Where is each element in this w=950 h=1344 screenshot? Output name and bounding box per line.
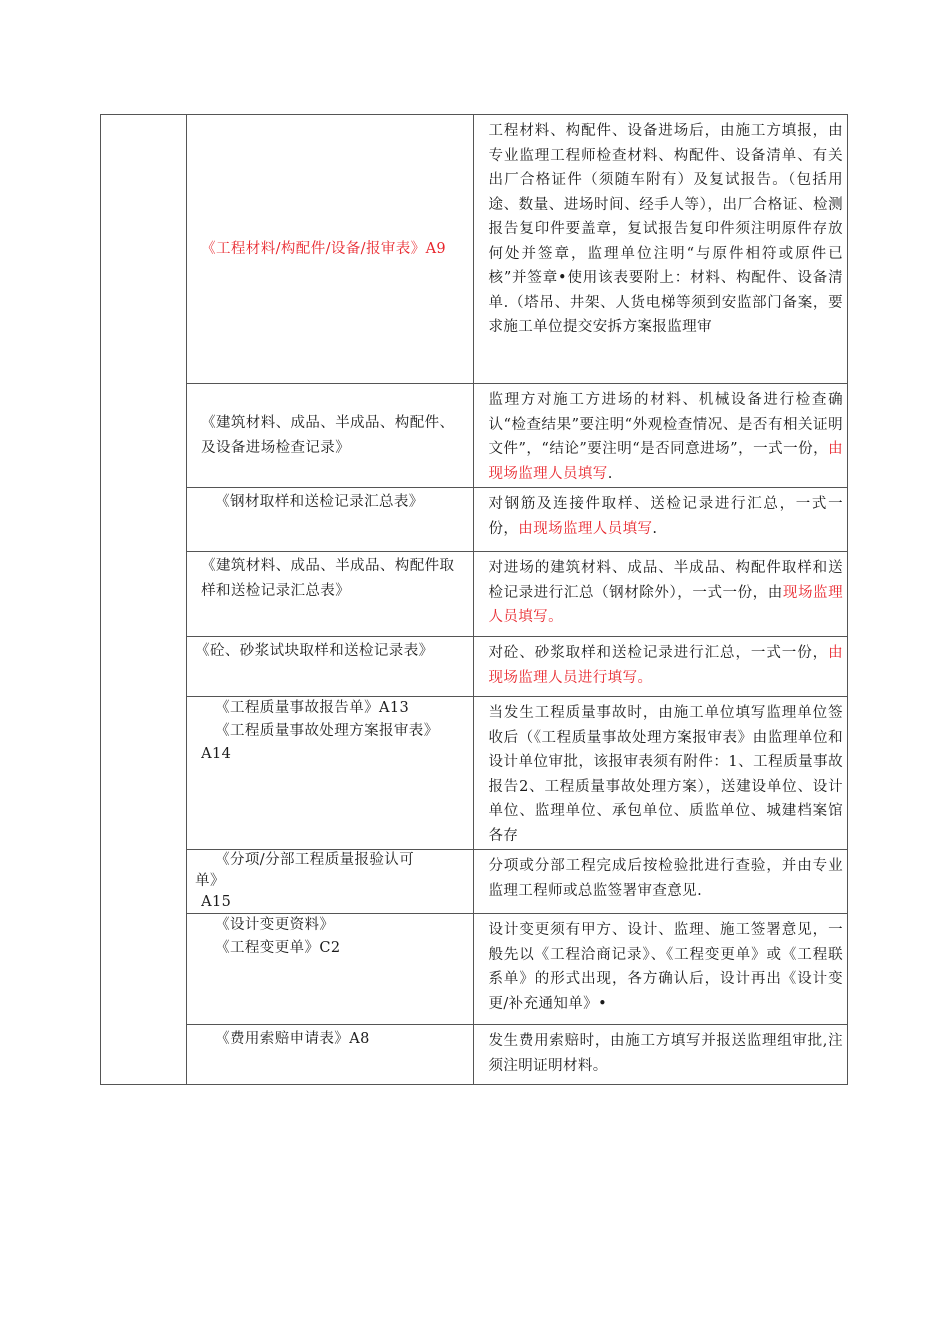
description-text: 对钢筋及连接件取样、送检记录进行汇总，一式一份，	[488, 496, 843, 537]
form-name: 《工程材料/构配件/设备/报审表》A9	[201, 240, 447, 257]
description	[474, 115, 847, 382]
description-text: 设计变更须有甲方、设计、监理、施工签署意见，一般先以《工程洽商记录》、《工程变更单》或《工程联系单》的形式出现，各方确认后，设计再出《设计变更/补充通知单》•	[488, 922, 843, 1012]
description	[474, 914, 847, 1016]
form-name-line: 《工程质量事故报告单》A13	[215, 700, 410, 716]
description-text-end: .	[607, 465, 613, 482]
form-name-line: 《工程变更单》C2	[215, 940, 341, 956]
form-name: 《钢材取样和送检记录汇总表》	[215, 494, 424, 510]
description-highlight: 现场监理人员填写。	[488, 584, 844, 625]
form-name-cell	[187, 914, 474, 1025]
description-text: 当发生工程质量事故时，由施工单位填写监理单位签收后（《工程质量事故处理方案报审表》由监理单位和设计单位审批，该报审表须有附件：1、工程质量事故报告2、工程质量事故处理方案），送建设单位、设计单位、监理单位、承包单位、质监单位、城建档案馆各存	[488, 705, 843, 844]
category-cell	[101, 115, 187, 1085]
description-highlight: 由现场监理人员填写	[518, 520, 653, 537]
form-name-line: 单》	[195, 873, 225, 889]
description-text: 监理方对施工方进场的材料、机械设备进行检查确认“检查结果”要注明“外观检查情况、是否有相关证明文件”，“结论”要注明“是否同意进场”，一式一份，	[488, 392, 843, 457]
description-text: 分项或分部工程完成后按检验批进行查验，并由专业监理工程师或总监签署审查意见.	[488, 858, 843, 899]
form-name-cell	[187, 637, 474, 697]
form-name-cell	[187, 1025, 474, 1085]
form-name-line: 《设计变更资料》	[215, 917, 335, 933]
description	[474, 384, 847, 486]
description-cell	[474, 850, 848, 914]
form-name-cell	[187, 697, 474, 850]
description	[474, 488, 847, 541]
form-name-cell	[187, 115, 474, 384]
form-name	[187, 850, 473, 913]
form-name: 《建筑材料、成品、半成品、构配件、及设备进场检查记录》	[201, 415, 455, 456]
description	[474, 637, 847, 690]
form-name-line: A14	[201, 746, 232, 762]
form-name-cell	[187, 488, 474, 552]
form-name: 《建筑材料、成品、半成品、构配件取样和送检记录汇总表》	[201, 558, 455, 599]
form-name: 《费用索赔申请表》A8	[215, 1031, 370, 1047]
description-text: 工程材料、构配件、设备进场后，由施工方填报，由专业监理工程师检查材料、构配件、设备清单、有关出厂合格证件（须随车附有）及复试报告。（包括用途、数量、进场时间、经手人等），出厂合格证、检测报告复印件要盖章，复试报告复印件须注明原件存放何处并签章，监理单位注明“与原件相符或原件已核”并签章•使用该表要附上：材料、构配件、设备清单.（塔吊、井架、人货电梯等须到安监部门备案，要求施工单位提交安拆方案报监理审	[488, 123, 843, 335]
document-table	[100, 114, 848, 1085]
form-name	[187, 697, 473, 766]
form-name	[187, 914, 473, 960]
description-cell	[474, 914, 848, 1025]
form-name-cell	[187, 850, 474, 914]
description-text: 对进场的建筑材料、成品、半成品、构配件取样和送检记录进行汇总（钢材除外），一式一份，由	[488, 560, 843, 601]
description-text: 发生费用索赔时，由施工方填写并报送监理组审批,注须注明证明材料。	[488, 1033, 843, 1074]
description	[474, 697, 847, 849]
description-cell	[474, 488, 848, 552]
form-name: 《砼、砂浆试块取样和送检记录表》	[195, 643, 434, 659]
description-cell	[474, 1025, 848, 1085]
form-name-cell	[187, 552, 474, 637]
description	[474, 552, 847, 630]
description-cell	[474, 115, 848, 384]
description	[474, 1025, 847, 1078]
description-highlight: 由现场监理人员进行填写。	[488, 645, 843, 686]
description-cell	[474, 552, 848, 637]
description	[474, 850, 847, 903]
description-text-end: .	[652, 520, 658, 537]
description-text: 对砼、砂浆取样和送检记录进行汇总，一式一份，	[488, 645, 829, 661]
form-name-line: 《工程质量事故处理方案报审表》	[215, 723, 439, 739]
form-name-line: 《分项/分部工程质量报验认可	[215, 852, 415, 868]
description-cell	[474, 384, 848, 488]
form-name-cell	[187, 384, 474, 488]
description-highlight: 由现场监理人员填写	[488, 441, 843, 482]
form-name-line: A15	[201, 894, 232, 910]
description-cell	[474, 637, 848, 697]
description-cell	[474, 697, 848, 850]
